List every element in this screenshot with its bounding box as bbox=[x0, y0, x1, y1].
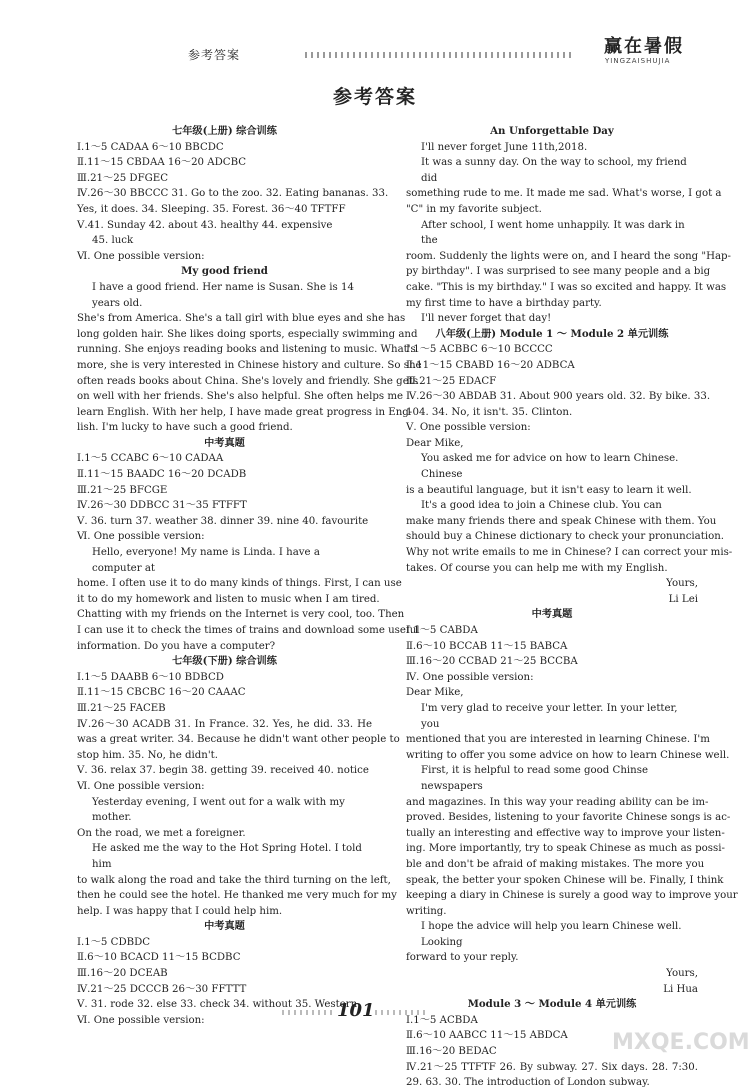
text-line: Ⅱ.11～15 CBABD 16～20 ADBCA bbox=[406, 359, 575, 371]
text-line: Ⅰ.1～5 ACBBC 6～10 BCCCC bbox=[406, 344, 553, 356]
text-line: Ⅲ.21～25 BFCGE bbox=[77, 484, 168, 496]
text-line: tually an interesting and effective way to improve your listen- bbox=[406, 827, 725, 839]
text-line: On the road, we met a foreigner. bbox=[77, 827, 246, 839]
text-line: You asked me for advice on how to learn Chinese. Chinese bbox=[421, 453, 679, 481]
section-heading: 八年级(上册) Module 1 ～ Module 2 单元训练 bbox=[435, 327, 669, 340]
text-line: Ⅰ.1～5 CCABC 6～10 CADAA bbox=[77, 453, 224, 465]
text-line: keeping a diary in Chinese is surely a good way to improve your bbox=[406, 890, 738, 902]
text-line: Ⅵ. One possible version: bbox=[77, 531, 205, 543]
text-line: more, she is very interested in Chinese history and culture. So she bbox=[77, 359, 422, 371]
text-line: I can use it to check the times of trains and download some useful bbox=[77, 625, 420, 636]
header-book-title: 赢在暑假 bbox=[604, 36, 684, 57]
text-line: lish. I'm lucky to have such a good friend. bbox=[77, 422, 293, 434]
section-heading: An Unforgettable Day bbox=[490, 125, 614, 137]
text-line: Ⅰ.1～5 CADAA 6～10 BBCDC bbox=[77, 141, 224, 153]
text-line: Ⅳ. One possible version: bbox=[406, 671, 534, 683]
text-line: information. Do you have a computer? bbox=[77, 640, 276, 652]
text-line: Ⅴ. 36. relax 37. begin 38. getting 39. received 40. notice bbox=[77, 765, 369, 777]
text-line: Ⅱ.11～15 CBDAA 16～20 ADCBC bbox=[77, 157, 247, 169]
section-heading: 七年级(下册) 综合训练 bbox=[172, 655, 277, 668]
text-line: make many friends there and speak Chinese with them. You bbox=[406, 515, 717, 527]
section-heading: Module 3 ～ Module 4 单元训练 bbox=[467, 998, 637, 1011]
text-line: Ⅳ.26～30 ABDAB 31. About 900 years old. 32. By bike. 33. bbox=[406, 391, 711, 403]
section-heading: 七年级(上册) 综合训练 bbox=[172, 125, 277, 137]
text-line: was a great writer. 34. Because he didn't want other people to bbox=[77, 734, 400, 746]
text-line: stop him. 35. No, he didn't. bbox=[77, 749, 218, 761]
text-line: She's from America. She's a tall girl with blue eyes and she has bbox=[77, 313, 406, 325]
text-line: Ⅰ.1～5 DAABB 6～10 BDBCD bbox=[77, 671, 224, 683]
text-line: Ⅲ.21～25 EDACF bbox=[406, 375, 497, 387]
text-line: Ⅱ.6～10 BCCAB 11～15 BABCA bbox=[406, 640, 568, 652]
text-line: Ⅴ.41. Sunday 42. about 43. healthy 44. expensive bbox=[77, 219, 333, 231]
text-line: proved. Besides, listening to your favorite Chinese songs is ac- bbox=[406, 812, 731, 824]
text-line: Ⅴ. 36. turn 37. weather 38. dinner 39. nine 40. favourite bbox=[77, 515, 369, 527]
text-line: ing. More importantly, try to speak Chinese as much as possi- bbox=[406, 843, 725, 855]
text-line: Ⅳ.26～30 ACADB 31. In France. 32. Yes, he did. 33. He bbox=[77, 718, 372, 730]
text-line: 29. 63. 30. The introduction of London subway. bbox=[406, 1077, 650, 1089]
text-line: often reads books about China. She's lovely and friendly. She gets bbox=[77, 375, 419, 387]
text-line: Ⅵ. One possible version: bbox=[77, 1014, 205, 1026]
text-line: Ⅳ.21～25 TTFTF 26. By subway. 27. Six days. 28. 7:30. bbox=[406, 1061, 698, 1073]
text-line: speak, the better your spoken Chinese will be. Finally, I think bbox=[406, 874, 724, 886]
text-line: Yours, bbox=[666, 968, 698, 980]
text-line: takes. Of course you can help me with my English. bbox=[406, 562, 668, 574]
text-line: long golden hair. She likes doing sports, especially swimming and bbox=[77, 328, 418, 340]
text-line: learn English. With her help, I have made great progress in Eng- bbox=[77, 406, 413, 418]
text-line: First, it is helpful to read some good Chinse newspapers bbox=[421, 765, 648, 792]
text-line: I'm very glad to receive your letter. In your letter, you bbox=[421, 702, 678, 730]
page-number-dots-right bbox=[375, 1010, 425, 1015]
text-line: Ⅰ.1～5 CABDA bbox=[406, 625, 478, 636]
text-line: Ⅲ.21～25 FACEB bbox=[77, 702, 166, 714]
text-line: Ⅴ. 31. rode 32. else 33. check 34. without 35. Western bbox=[77, 999, 358, 1011]
text-line: mentioned that you are interested in learning Chinese. I'm bbox=[406, 734, 710, 746]
text-line: I hope the advice will help you learn Chinese well. Looking bbox=[421, 921, 682, 948]
text-line: Ⅲ.16～20 DCEAB bbox=[77, 968, 168, 980]
text-line: Ⅳ.26～30 DDBCC 31～35 FTFFT bbox=[77, 500, 247, 512]
text-line: forward to your reply. bbox=[406, 952, 519, 964]
text-line: something rude to me. It made me sad. What's worse, I got a bbox=[406, 188, 722, 200]
text-line: Ⅲ.16～20 CCBAD 21～25 BCCBA bbox=[406, 656, 578, 668]
text-line: Ⅲ.21～25 DFGEC bbox=[77, 172, 169, 184]
text-line: then he could see the hotel. He thanked me very much for my bbox=[77, 890, 397, 902]
text-line: After school, I went home unhappily. It was dark in the bbox=[421, 219, 685, 247]
text-line: Yes, it does. 34. Sleeping. 35. Forest. 36～40 TFTFF bbox=[77, 203, 346, 215]
text-line: Dear Mike, bbox=[406, 687, 464, 699]
text-line: Ⅵ. One possible version: bbox=[77, 250, 205, 262]
text-line: help. I was happy that I could help him. bbox=[77, 905, 283, 917]
text-line: Ⅱ.6～10 AABCC 11～15 ABDCA bbox=[406, 1030, 568, 1042]
section-heading: 中考真题 bbox=[531, 608, 573, 621]
text-line: Li Lei bbox=[668, 593, 698, 605]
text-line: Ⅱ.6～10 BCACD 11～15 BCDBC bbox=[77, 952, 241, 964]
text-line: It was a sunny day. On the way to school, my friend did bbox=[421, 157, 687, 184]
section-heading: 中考真题 bbox=[204, 920, 245, 933]
text-line: Yesterday evening, I went out for a walk with my mother. bbox=[92, 796, 345, 824]
text-line: to walk along the road and take the third turning on the left, bbox=[77, 874, 391, 886]
section-heading: My good friend bbox=[181, 265, 268, 278]
page-number: 101 bbox=[337, 1000, 375, 1021]
text-line: home. I often use it to do many kinds of things. First, I can use bbox=[77, 578, 402, 590]
text-line: Li Hua bbox=[663, 983, 698, 995]
text-line: Ⅰ.1～5 CDBDC bbox=[77, 936, 151, 948]
text-line: should buy a Chinese dictionary to check your pronunciation. bbox=[406, 531, 725, 543]
header-section-label: 参考答案 bbox=[188, 48, 241, 62]
text-line: writing. bbox=[406, 905, 447, 917]
section-heading: 中考真题 bbox=[204, 436, 245, 449]
header-dot-rule bbox=[305, 52, 575, 58]
header-book-pinyin: YINGZAISHUJIA bbox=[605, 57, 671, 65]
watermark: MXQE.COM bbox=[612, 1030, 750, 1055]
text-line: cake. "This is my birthday." I was so excited and happy. It was bbox=[406, 281, 727, 293]
text-line: it to do my homework and listen to music when I am tired. bbox=[77, 593, 380, 605]
text-line: Ⅲ.16～20 BEDAC bbox=[406, 1046, 497, 1058]
text-line: Ⅴ. One possible version: bbox=[406, 422, 531, 434]
text-line: Chatting with my friends on the Internet is very cool, too. Then bbox=[77, 609, 405, 621]
text-line: Yours, bbox=[666, 578, 698, 590]
text-line: "C" in my favorite subject. bbox=[406, 203, 542, 215]
text-line: Dear Mike, bbox=[406, 437, 464, 449]
text-line: 104. 34. No, it isn't. 35. Clinton. bbox=[406, 406, 573, 418]
text-line: py birthday". I was surprised to see many people and a big bbox=[406, 266, 711, 278]
text-line: I'll never forget that day! bbox=[421, 313, 552, 325]
left-column bbox=[77, 124, 422, 1028]
text-line: Ⅱ.11～15 BAADC 16～20 DCADB bbox=[77, 469, 247, 481]
text-line: I'll never forget June 11th,2018. bbox=[421, 141, 588, 153]
page-number-dots-left bbox=[282, 1010, 332, 1015]
text-line: ble and don't be afraid of making mistakes. The more you bbox=[406, 858, 705, 870]
text-line: 45. luck bbox=[92, 235, 134, 247]
text-line: is a beautiful language, but it isn't easy to learn it well. bbox=[406, 484, 692, 496]
text-line: Ⅳ.21～25 DCCCB 26～30 FFTTT bbox=[77, 983, 247, 995]
text-line: He asked me the way to the Hot Spring Hotel. I told him bbox=[92, 843, 362, 870]
text-line: room. Suddenly the lights were on, and I heard the song "Hap- bbox=[406, 250, 732, 262]
text-line: Ⅰ.1～5 ACBDA bbox=[406, 1014, 478, 1026]
text-line: on well with her friends. She's also helpful. She often helps me bbox=[77, 391, 404, 403]
text-line: writing to offer you some advice on how to learn Chinese well. bbox=[406, 749, 730, 761]
text-line: Ⅵ. One possible version: bbox=[77, 780, 205, 792]
text-line: Ⅱ.11～15 CBCBC 16～20 CAAAC bbox=[77, 687, 246, 699]
text-line: Why not write emails to me in Chinese? I can correct your mis- bbox=[406, 547, 733, 559]
text-line: I have a good friend. Her name is Susan. She is 14 years old. bbox=[92, 281, 354, 309]
text-line: my first time to have a birthday party. bbox=[406, 297, 602, 309]
text-line: and magazines. In this way your reading ability can be im- bbox=[406, 796, 709, 808]
right-column bbox=[406, 124, 738, 1091]
text-line: running. She enjoys reading books and listening to music. What's bbox=[77, 344, 416, 356]
page-title: 参考答案 bbox=[332, 86, 417, 108]
text-line: It's a good idea to join a Chinese club. You can bbox=[421, 500, 662, 512]
text-line: Hello, everyone! My name is Linda. I have a computer at bbox=[92, 547, 320, 574]
text-line: Ⅳ.26～30 BBCCC 31. Go to the zoo. 32. Eating bananas. 33. bbox=[77, 188, 389, 200]
